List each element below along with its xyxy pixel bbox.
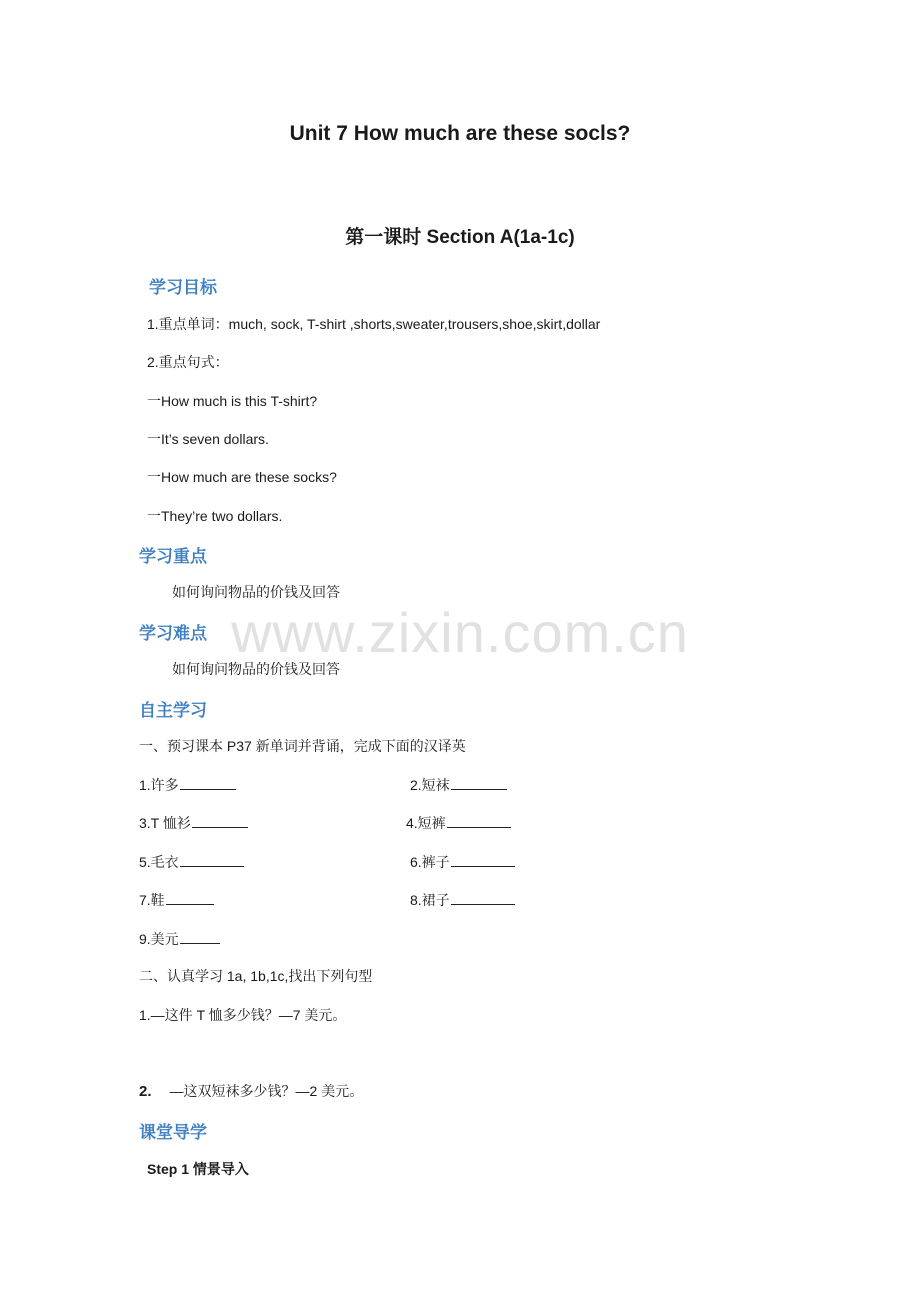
step-1-title: Step 1 情景导入	[147, 1161, 249, 1177]
key-vocabulary: 1.重点单词：much, sock, T-shirt ,shorts,sweater,trousers,shoe,skirt,dollar	[147, 316, 601, 332]
heading-self-study: 自主学习	[139, 701, 207, 720]
answer-blank[interactable]	[451, 775, 507, 790]
answer-blank[interactable]	[180, 929, 220, 944]
answer-blank[interactable]	[447, 813, 511, 828]
translation-item: 3.T 恤衫	[139, 813, 248, 833]
heading-learning-goals: 学习目标	[149, 278, 217, 297]
translation-item: 1.许多	[139, 775, 236, 795]
translation-item: 6.裤子	[410, 852, 515, 872]
heading-difficulties: 学习难点	[139, 624, 207, 643]
answer-blank[interactable]	[166, 890, 214, 905]
answer-blank[interactable]	[192, 813, 248, 828]
translation-item: 5.毛衣	[139, 852, 244, 872]
document-title: Unit 7 How much are these socls?	[289, 122, 631, 145]
sentence-question-1: 1.—这件 T 恤多少钱？—7 美元。	[139, 1007, 347, 1023]
translation-item: 4.短裤	[406, 813, 511, 833]
self-study-part2: 二、认真学习 1a, 1b,1c,找出下列句型	[139, 968, 373, 984]
translation-item: 7.鞋	[139, 890, 214, 910]
difficulties-text: 如何询问物品的价钱及回答	[172, 661, 340, 677]
heading-key-points: 学习重点	[139, 547, 207, 566]
question-number: 2.	[139, 1083, 152, 1100]
answer-blank[interactable]	[180, 852, 244, 867]
watermark: www.zixin.com.cn	[231, 601, 689, 664]
pattern-line: 一How much are these socks?	[147, 469, 337, 485]
translation-item: 2.短袜	[410, 775, 507, 795]
translation-item: 9.美元	[139, 929, 220, 949]
sentence-question-2	[139, 1081, 363, 1101]
question-text: —这双短袜多少钱？—2 美元。	[169, 1083, 364, 1099]
self-study-part1: 一、预习课本 P37 新单词并背诵，完成下面的汉译英	[139, 738, 466, 754]
pattern-line: 一They’re two dollars.	[147, 508, 283, 524]
key-points-text: 如何询问物品的价钱及回答	[172, 584, 340, 600]
pattern-line: 一It’s seven dollars.	[147, 431, 269, 447]
translation-item: 8.裙子	[410, 890, 515, 910]
lesson-subtitle: 第一课时 Section A(1a-1c)	[345, 227, 575, 248]
answer-blank[interactable]	[180, 775, 236, 790]
pattern-line: 一How much is this T-shirt?	[147, 393, 318, 409]
answer-blank[interactable]	[451, 890, 515, 905]
key-patterns-label: 2.重点句式：	[147, 354, 229, 370]
answer-blank[interactable]	[451, 852, 515, 867]
heading-classroom-guide: 课堂导学	[139, 1123, 207, 1142]
